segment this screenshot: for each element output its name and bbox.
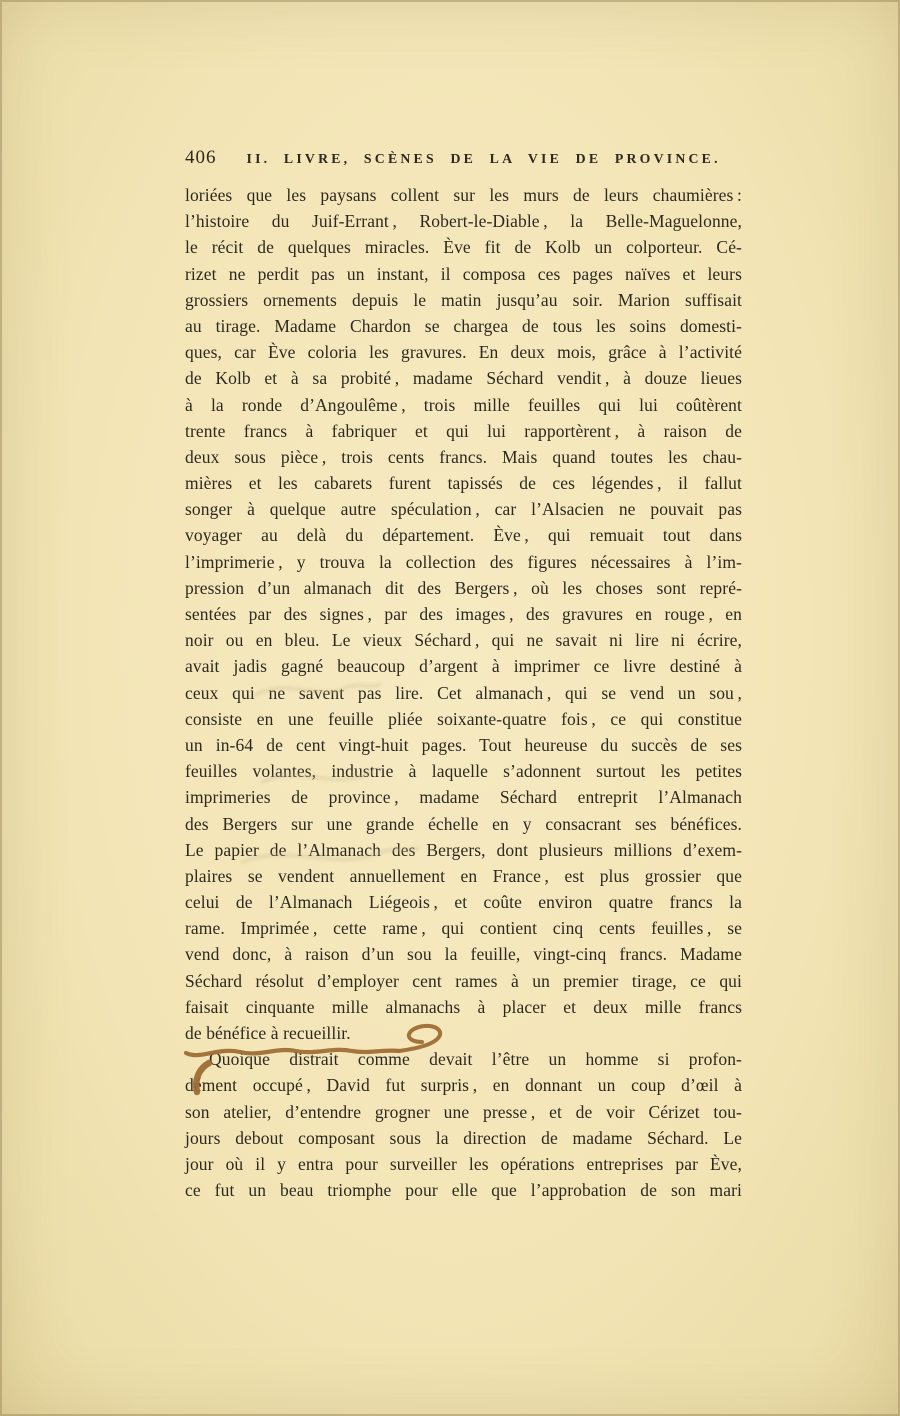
text-line: l’imprimerie , y trouva la collection des figures nécessaires à l’im- [185,551,742,572]
text-line: le récit de quelques miracles. Ève fit de Kolb un colporteur. Cé- [185,237,742,258]
text-line: au tirage. Madame Chardon se chargea de tous les soins domesti- [185,315,742,336]
text-line: avait jadis gagné beaucoup d’argent à imprimer ce livre destiné à [185,656,742,677]
text-line: imprimeries de province , madame Séchard entreprit l’Almanach [185,787,742,808]
text-line: grossiers ornements depuis le matin jusqu’au soir. Marion suffisait [185,289,742,310]
text-line: faisait cinquante mille almanachs à placer et deux mille francs [185,996,742,1017]
text-line: consiste en une feuille pliée soixante-quatre fois , ce qui constitue [185,708,742,729]
text-line: feuilles volantes, industrie à laquelle s’adonnent surtout les petites [185,761,742,782]
text-line: deux sous pièce , trois cents francs. Mais quand toutes les chau- [185,446,742,467]
text-line: l’histoire du Juif-Errant , Robert-le-Diable , la Belle-Maguelonne, [185,211,742,232]
text-line: son atelier, d’entendre grogner une presse , et de voir Cérizet tou- [185,1101,742,1122]
text-line: pression d’un almanach dit des Bergers , où les choses sont repré- [185,577,742,598]
text-line: voyager au delà du département. Ève , qui remuait tout dans [185,525,742,546]
text-line: Quoique distrait comme devait l’être un homme si profon- [209,1049,742,1070]
text-line: de bénéfice à recueillir. [185,1023,351,1043]
text-line: jours debout composant sous la direction de madame Séchard. Le [185,1127,742,1148]
text-line: ceux qui ne savent pas lire. Cet almanach , qui se vend un sou , [185,682,742,703]
text-line: ce fut un beau triomphe pour elle que l’approbation de son mari [185,1180,742,1201]
running-header [185,147,742,169]
text-line: rizet ne perdit pas un instant, il composa ces pages naïves et leurs [185,263,742,284]
text-line: loriées que les paysans collent sur les murs de leurs chaumières : [185,185,742,205]
text-line: sentées par des signes , par des images , des gravures en rouge , en [185,604,742,624]
text-line: trente francs à fabriquer et qui lui rapportèrent , à raison de [185,420,742,441]
text-line: jour où il y entra pour surveiller les opérations entreprises par Ève, [185,1153,742,1174]
text-line: Séchard résolut d’employer cent rames à un premier tirage, ce qui [185,970,742,991]
body-text [185,182,742,1203]
text-line: à la ronde d’Angoulême , trois mille feuilles qui lui coûtèrent [185,394,742,415]
text-line: des Bergers sur une grande échelle en y consacrant ses bénéfices. [185,813,742,834]
text-line: celui de l’Almanach Liégeois , et coûte environ quatre francs la [185,892,742,913]
text-line: Le papier de l’Almanach des Bergers, dont plusieurs millions d’exem- [185,839,742,860]
text-line: songer à quelque autre spéculation , car l’Alsacien ne pouvait pas [185,499,742,520]
page-number: 406 [185,147,217,168]
text-line: plaires se vendent annuellement en France , est plus grossier que [185,865,742,886]
text-line: un in-64 de cent vingt-huit pages. Tout heureuse du succès de ses [185,734,742,755]
text-line: mières et les cabarets furent tapissés de ces légendes , il fallut [185,473,742,494]
text-line: ques, car Ève coloria les gravures. En deux mois, grâce à l’activité [185,342,742,363]
text-line: rame. Imprimée , cette rame , qui contient cinq cents feuilles , se [185,918,742,939]
text-line: dément occupé , David fut surpris , en donnant un coup d’œil à [185,1075,742,1096]
text-block [185,147,742,1203]
text-line: de Kolb et à sa probité , madame Séchard vendit , à douze lieues [185,368,742,389]
running-title: II. LIVRE, SCÈNES DE LA VIE DE PROVINCE. [246,151,721,166]
text-line: noir ou en bleu. Le vieux Séchard , qui ne savait ni lire ni écrire, [185,630,742,651]
text-line: vend donc, à raison d’un sou la feuille, vingt-cinq francs. Madame [185,944,742,965]
